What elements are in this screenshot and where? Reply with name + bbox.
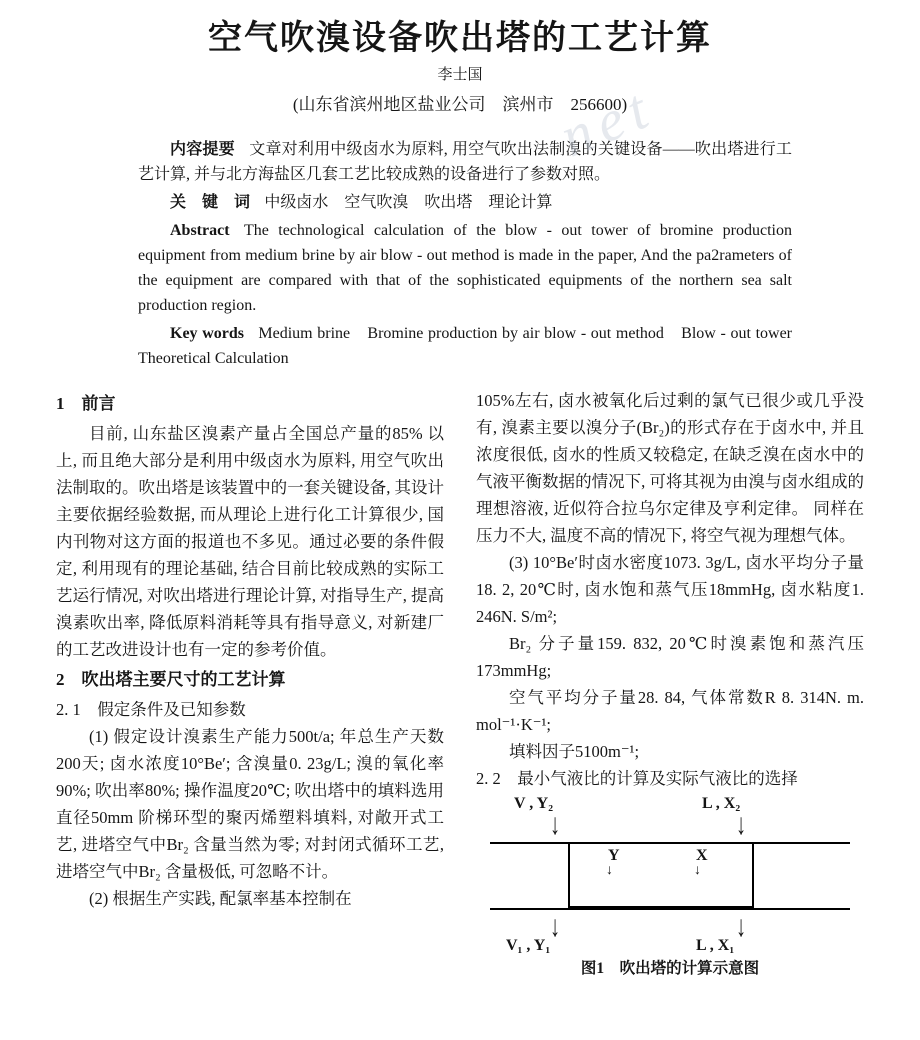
abstract-cn-label: 内容提要 — [170, 141, 235, 158]
keywords-cn-label: 关 键 词 — [170, 194, 251, 211]
air-data-paragraph: 空气平均分子量28. 84, 气体常数R 8. 314N. m. mol⁻¹·K⁻¹; — [476, 688, 864, 734]
keywords-en — [138, 321, 809, 371]
right-column — [476, 387, 864, 982]
abstract-en-label: Abstract — [170, 222, 230, 239]
down-arrow-icon: ↓ — [736, 808, 746, 842]
affiliation: (山东省滨州地区盐业公司 滨州市 256600) — [292, 95, 628, 114]
down-arrow-icon: ↓ — [694, 863, 701, 878]
fig-top-left-label: V , Y₂ — [514, 795, 554, 812]
figure-caption: 图1 吹出塔的计算示意图 — [580, 960, 760, 977]
keywords-en-text: Medium brine Bromine production by air blow - out method Blow - out tower Theoretical Calculation — [138, 325, 809, 367]
fig-inner-right-label: X — [696, 847, 708, 864]
section-2-heading: 2 吹出塔主要尺寸的工艺计算 — [56, 670, 286, 689]
abstract-en — [138, 218, 792, 318]
watermark: net — [551, 73, 664, 170]
abstract-cn-text: 文章对利用中级卤水为原料, 用空气吹出法制溴的关键设备——吹出塔进行工艺计算, 并与北方海盐区几套工艺比较成熟的设备进行了参数对照。 — [138, 141, 792, 183]
fig-bottom-line — [490, 908, 850, 910]
down-arrow-icon: ↓ — [550, 808, 560, 842]
assumption-1-paragraph: (1) 假定设计溴素生产能力500t/a; 年总生产天数200天; 卤水浓度10°Be′; 含溴量0. 23g/L; 溴的氧化率90%; 吹出率80%; 操作温度20℃; 吹出塔中的填料选用直径50mm 阶梯环型的聚丙烯塑料填料, 对敞开式工艺, 进塔空气中Br₂ 含量当然为零; 对封闭式循环工艺, 进塔空气中Br₂ 含量极低, 可忽略不计。 — [56, 727, 444, 881]
bromine-data-paragraph: Br₂ 分子量159. 832, 20℃时溴素饱和蒸汽压173mmHg; — [476, 634, 864, 680]
fig-bottom-right-label: L , X₁ — [696, 937, 735, 954]
body-columns — [0, 387, 920, 982]
fig-bottom-left-label: V₁ , Y₁ — [506, 937, 551, 954]
author-name: 李士国 — [437, 67, 483, 83]
fig-inner-left-label: Y — [608, 847, 620, 864]
abstract-block — [138, 137, 809, 371]
paper-title: 空气吹溴设备吹出塔的工艺计算 — [208, 20, 712, 57]
fig-top-right-label: L , X₂ — [702, 795, 741, 812]
section-2-1-heading: 2. 1 假定条件及已知参数 — [56, 700, 246, 719]
packing-factor-paragraph: 填料因子5100m⁻¹; — [509, 742, 640, 761]
down-arrow-icon: ↓ — [550, 910, 560, 944]
abstract-cn — [138, 137, 792, 187]
assumption-2-paragraph: (2) 根据生产实践, 配氯率基本控制在 — [89, 889, 352, 908]
down-arrow-icon: ↓ — [736, 910, 746, 944]
tower-diagram — [490, 796, 850, 952]
keywords-cn — [138, 190, 792, 215]
section-2-2-heading: 2. 2 最小气液比的计算及实际气液比的选择 — [476, 769, 798, 788]
down-arrow-icon: ↓ — [606, 863, 613, 878]
abstract-en-text: The technological calculation of the blow - out tower of bromine production equipment from medium brine by air blow - out method is made in the paper, And the pa2rameters of the equipment are compared with that of the sophisticated equipments of the northern sea salt production region. — [138, 222, 792, 314]
keywords-cn-text: 中级卤水 空气吹溴 吹出塔 理论计算 — [264, 194, 553, 211]
section-1-paragraph: 目前, 山东盐区溴素产量占全国总产量的85% 以上, 而且绝大部分是利用中级卤水为原料, 用空气吹出法制取的。吹出塔是该装置中的一套关键设备, 其设计主要依据经验数据, 而从理论上进行化工计算很少, 国内刊物对这方面的报道也不多见。通过必要的条件假定, 利用现有的理论基础, 结合目前比较成熟的实际工艺运行情况, 对吹出塔进行理论计算, 对指导生产, 提高溴素吹出率, 降低原料消耗等具有指导意义, 对新建厂的工艺改进设计也有一定的参考价值。 — [56, 424, 444, 659]
left-column — [56, 387, 444, 982]
assumption-3-paragraph: (3) 10°Be′时卤水密度1073. 3g/L, 卤水平均分子量18. 2, 20℃时, 卤水饱和蒸气压18mmHg, 卤水粘度1. 246N. S/m²; — [476, 553, 864, 626]
fig-tower-box — [568, 842, 754, 908]
section-1-heading: 1 前言 — [56, 394, 116, 413]
assumption-2-continued: 105%左右, 卤水被氧化后过剩的氯气已很少或几乎没有, 溴素主要以溴分子(Br₂)的形式存在于卤水中, 并且浓度很低, 卤水的性质又较稳定, 在缺乏溴在卤水中的气液平衡数据的情况下, 可将其视为由溴与卤水组成的理想溶液, 近似符合拉乌尔定律及亨利定律。 同样在压力不大, 温度不高的情况下, 将空气视为理想气体。 — [476, 391, 864, 545]
keywords-en-label: Key words — [170, 325, 244, 342]
